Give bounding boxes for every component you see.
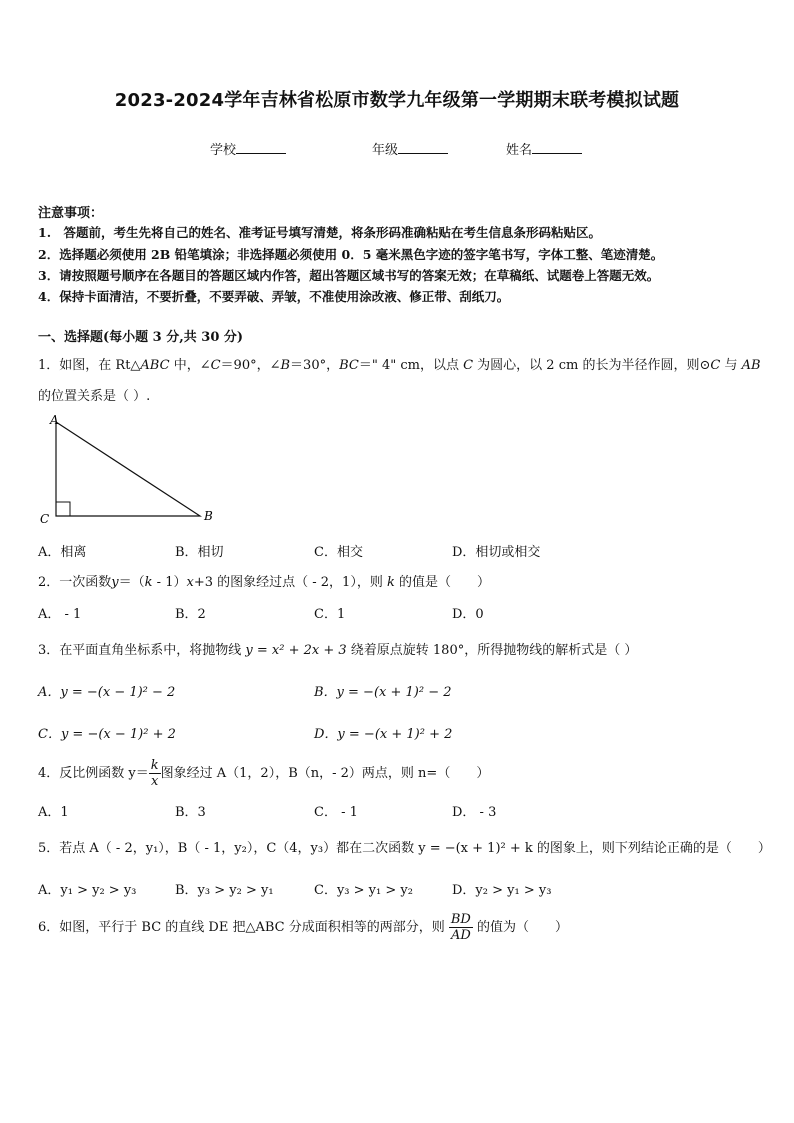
grade-field: [372, 139, 448, 158]
note-item: 2．选择题必须使用 2B 铅笔填涂；非选择题必须使用 0．5 毫米黑色字迹的签字笔书写，字体工整、笔迹清楚。: [38, 247, 664, 262]
vertex-c-label: C: [40, 512, 50, 526]
q4-option-a: A．1: [38, 805, 69, 820]
q5-option-d: D．y₂ > y₁ > y₃: [452, 883, 552, 898]
page-title: 2023-2024学年吉林省松原市数学九年级第一学期期末联考模拟试题: [114, 90, 680, 111]
note-item: 4．保持卡面清洁，不要折叠，不要弄破、弄皱，不准使用涂改液、修正带、刮纸刀。: [38, 289, 510, 304]
note-item: 1. 答题前，考生先将自己的姓名、准考证号填写清楚，将条形码准确粘贴在考生信息条形码粘贴区。: [38, 225, 602, 240]
q5-option-a: A．y₁ > y₂ > y₃: [38, 883, 137, 898]
triangle-abc: [56, 422, 200, 516]
fraction-bd-over-ad: $\frac{BD}{AD}$: [450, 912, 471, 943]
q4-option-c: C． - 1: [314, 805, 358, 820]
triangle-figure: [30, 410, 230, 530]
vertex-b-label: B: [204, 509, 213, 523]
name-field: [506, 139, 582, 158]
question-4: 4．反比例函数 y＝ $\frac{k}{x}$ 图象经过 A（1，2），B（n，- 2）两点，则 n=（ ）: [38, 758, 490, 789]
school-field: [210, 139, 286, 158]
question-1: 1．如图，在 Rt△ABC 中，∠C＝90°，∠B＝30°，BC＝" 4" cm，以点 C 为圆心，以 2 cm 的长为半径作圆，则⊙C 与 AB: [38, 358, 761, 373]
q2-option-b: B．2: [175, 607, 206, 622]
fraction-k-over-x: $\frac{k}{x}$: [150, 758, 159, 789]
grade-blank: [398, 141, 448, 154]
notes-heading: 注意事项：: [38, 206, 104, 221]
q1-option-d: D．相切或相交: [452, 545, 541, 560]
q4-option-b: B．3: [175, 805, 206, 820]
q1-option-a: A．相离: [38, 545, 87, 560]
question-6: 6．如图，平行于 BC 的直线 DE 把△ABC 分成面积相等的两部分，则 $\frac{BD}{AD}$ 的值为（ ）: [38, 912, 568, 943]
q2-option-c: C．1: [314, 607, 346, 622]
q1-option-c: C．相交: [314, 545, 363, 560]
name-label: 姓名: [506, 143, 533, 158]
q1-option-b: B．相切: [175, 545, 224, 560]
vertex-a-label: A: [50, 413, 59, 427]
section-heading: 一、选择题(每小题 3 分,共 30 分): [38, 330, 244, 345]
note-item: 3．请按照题号顺序在各题目的答题区域内作答，超出答题区域书写的答案无效；在草稿纸、试题卷上答题无效。: [38, 268, 660, 283]
q5-option-c: C．y₃ > y₁ > y₂: [314, 883, 413, 898]
q3-option-c: C．y = −(x − 1)² + 2: [38, 727, 176, 742]
q4-option-d: D． - 3: [452, 805, 497, 820]
q3-option-b: B．y = −(x + 1)² − 2: [314, 685, 452, 700]
q2-option-d: D．0: [452, 607, 484, 622]
school-label: 学校: [210, 143, 237, 158]
q2-option-a: A． - 1: [38, 607, 82, 622]
name-blank: [532, 141, 582, 154]
right-angle-mark: [56, 502, 70, 516]
question-5: 5．若点 A（ - 2，y₁），B（ - 1，y₂），C（4，y₃）都在二次函数 y = −(x + 1)² + k 的图象上，则下列结论正确的是（ ）: [38, 841, 771, 856]
q3-option-d: D．y = −(x + 1)² + 2: [314, 727, 453, 742]
school-blank: [236, 141, 286, 154]
q3-option-a: A．y = −(x − 1)² − 2: [38, 685, 176, 700]
grade-label: 年级: [372, 143, 399, 158]
q5-option-b: B．y₃ > y₂ > y₁: [175, 883, 274, 898]
question-3: 3．在平面直角坐标系中，将抛物线 y = x² + 2x + 3 绕着原点旋转 180°，所得抛物线的解析式是（ ）: [38, 643, 638, 658]
question-2: 2．一次函数y＝（k - 1）x+3 的图象经过点（ - 2，1），则 k 的值是（ ）: [38, 575, 490, 590]
question-1-line2: 的位置关系是（ ）.: [38, 389, 151, 404]
